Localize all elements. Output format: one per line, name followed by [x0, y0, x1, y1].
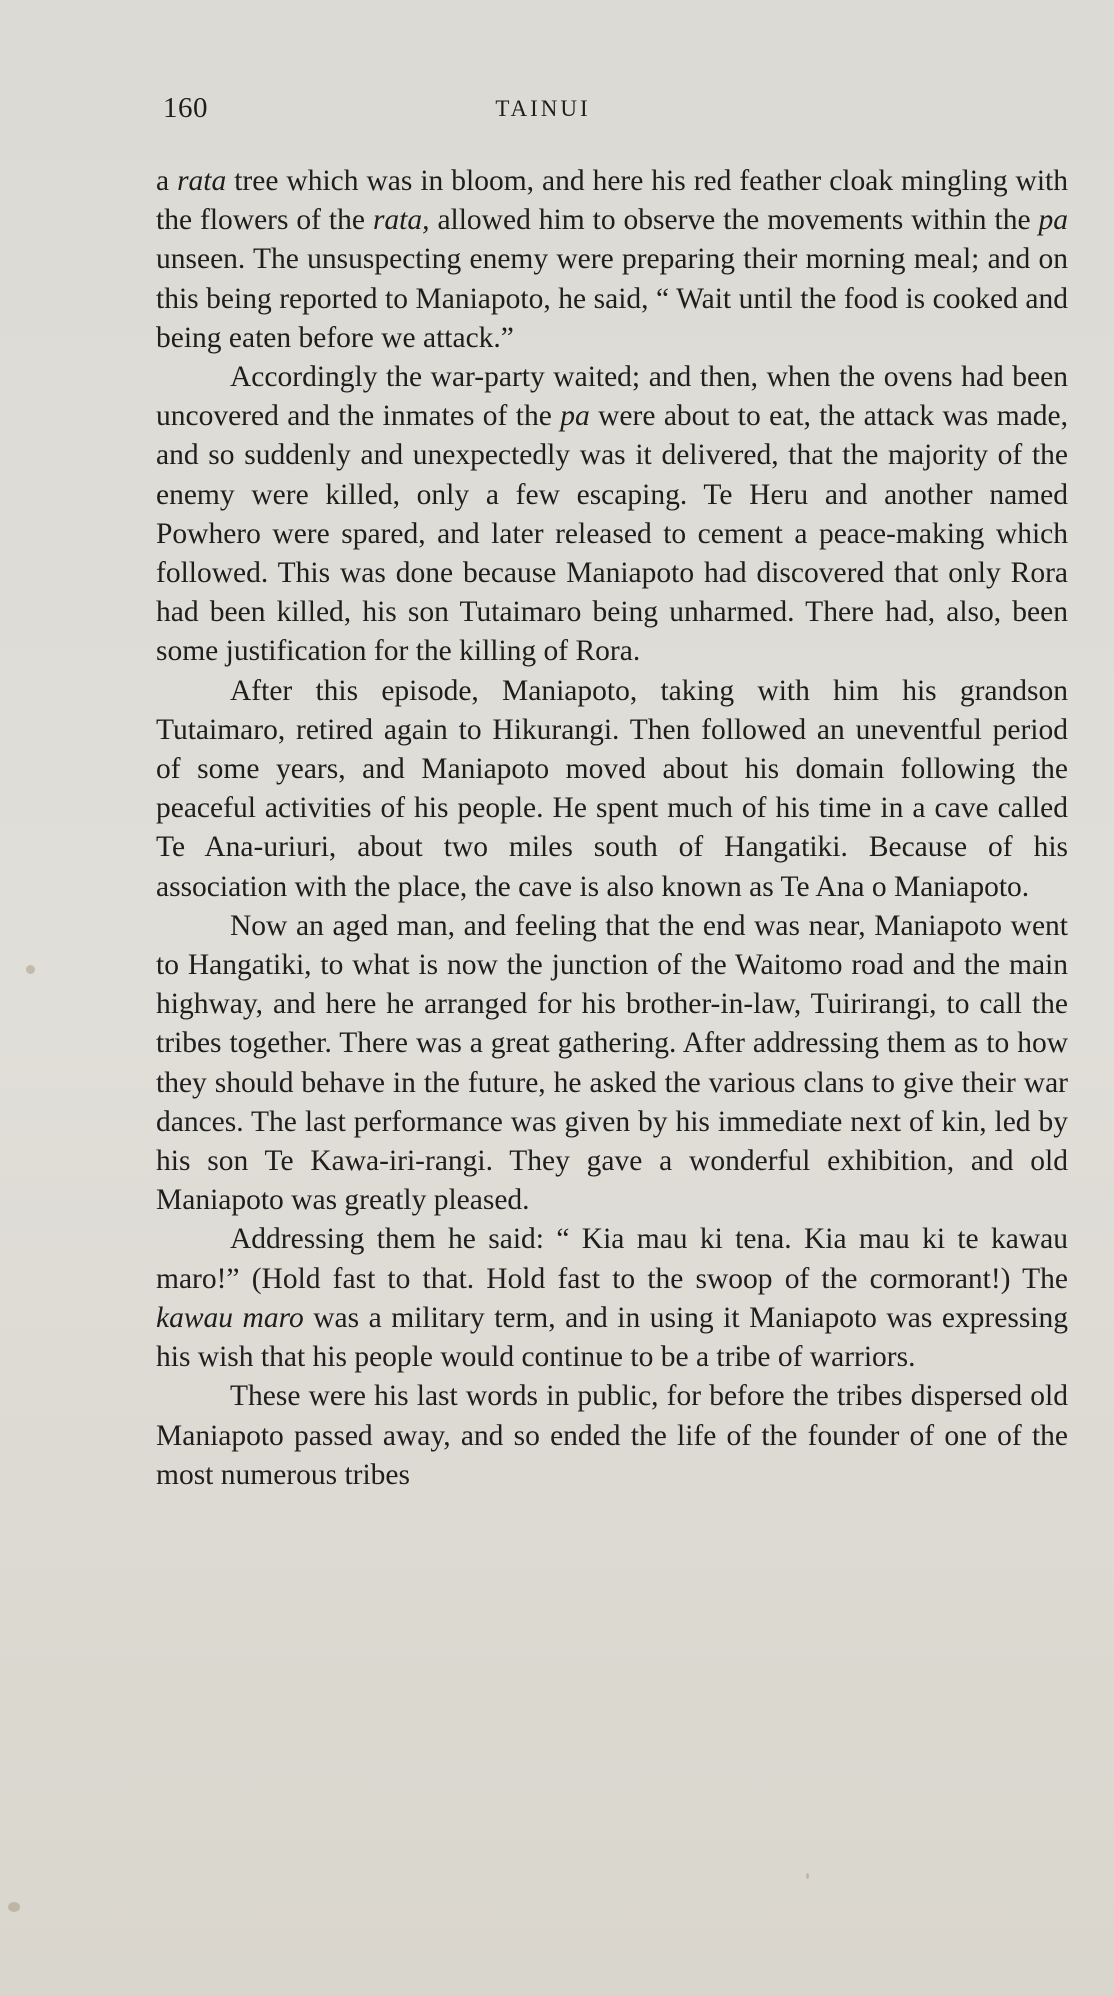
paragraph: a rata tree which was in bloom, and here his red feather cloak mingling with the flowers of the rata, allowed him to observe the movements within the pa unseen. The unsuspecting enemy were preparing their morning meal; and on this being reported to Maniapoto, he said, “ Wait until the food is cooked and being eaten before we attack.”: [156, 165, 1069, 354]
paper-stain: [26, 965, 35, 974]
italic-term: pa: [560, 400, 590, 433]
italic-term: pa: [1038, 204, 1068, 237]
italic-term: rata,: [372, 204, 430, 237]
paragraph: These were his last words in public, for before the tribes dispersed old Maniapoto passed away, and so ended the life of the founder of one of the most numerous tribes: [156, 1380, 1068, 1491]
paragraph: Addressing them he said: “ Kia mau ki tena. Kia mau ki te kawau maro!” (Hold fast to that. Hold fast to the swoop of the cormorant!) The kawau maro was a military term, and in using it Maniapoto was expressing his wish that his people would continue to be a tribe of warriors.: [156, 1223, 1068, 1374]
page-header: [163, 92, 1068, 132]
body-text: [156, 162, 1068, 1495]
paragraph: Accordingly the war-party waited; and then, when the ovens had been uncovered and the inmates of the pa were about to eat, the attack was made, and so suddenly and unexpectedly was it delivered, that the majority of the enemy were killed, only a few escaping. Te Heru and another named Powhero were spared, and later released to cement a peace-making which followed. This was done because Maniapoto had discovered that only Rora had been killed, his son Tutaimaro being unharmed. There had, also, been some justification for the killing of Rora.: [156, 361, 1069, 668]
paragraph: Now an aged man, and feeling that the end was near, Maniapoto went to Hangatiki, to what is now the junction of the Waitomo road and the main highway, and here he arranged for his brother-in-law, Tuirirangi, to call the tribes together. There was a great gathering. After addressing them as to how they should behave in the future, he asked the various clans to give their war dances. The last performance was given by his immediate next of kin, led by his son Te Kawa-iri-rangi. They gave a wonderful exhibition, and old Maniapoto was greatly pleased.: [156, 909, 1068, 1217]
paper-stain: [8, 1902, 20, 1912]
page-number: 160: [163, 92, 208, 124]
italic-term: rata: [177, 165, 227, 197]
running-head: TAINUI: [495, 96, 591, 121]
paragraph: After this episode, Maniapoto, taking with him his grandson Tutaimaro, retired again to Hikurangi. Then followed an uneventful period of some years, and Maniapoto moved about his domain following the peaceful activities of his people. He spent much of his time in a cave called Te Ana-uriuri, about two miles south of Hangatiki. Because of his association with the place, the cave is also known as Te Ana o Maniapoto.: [156, 674, 1068, 903]
italic-term: kawau maro: [156, 1301, 304, 1334]
paper-stain: [806, 1873, 809, 1879]
